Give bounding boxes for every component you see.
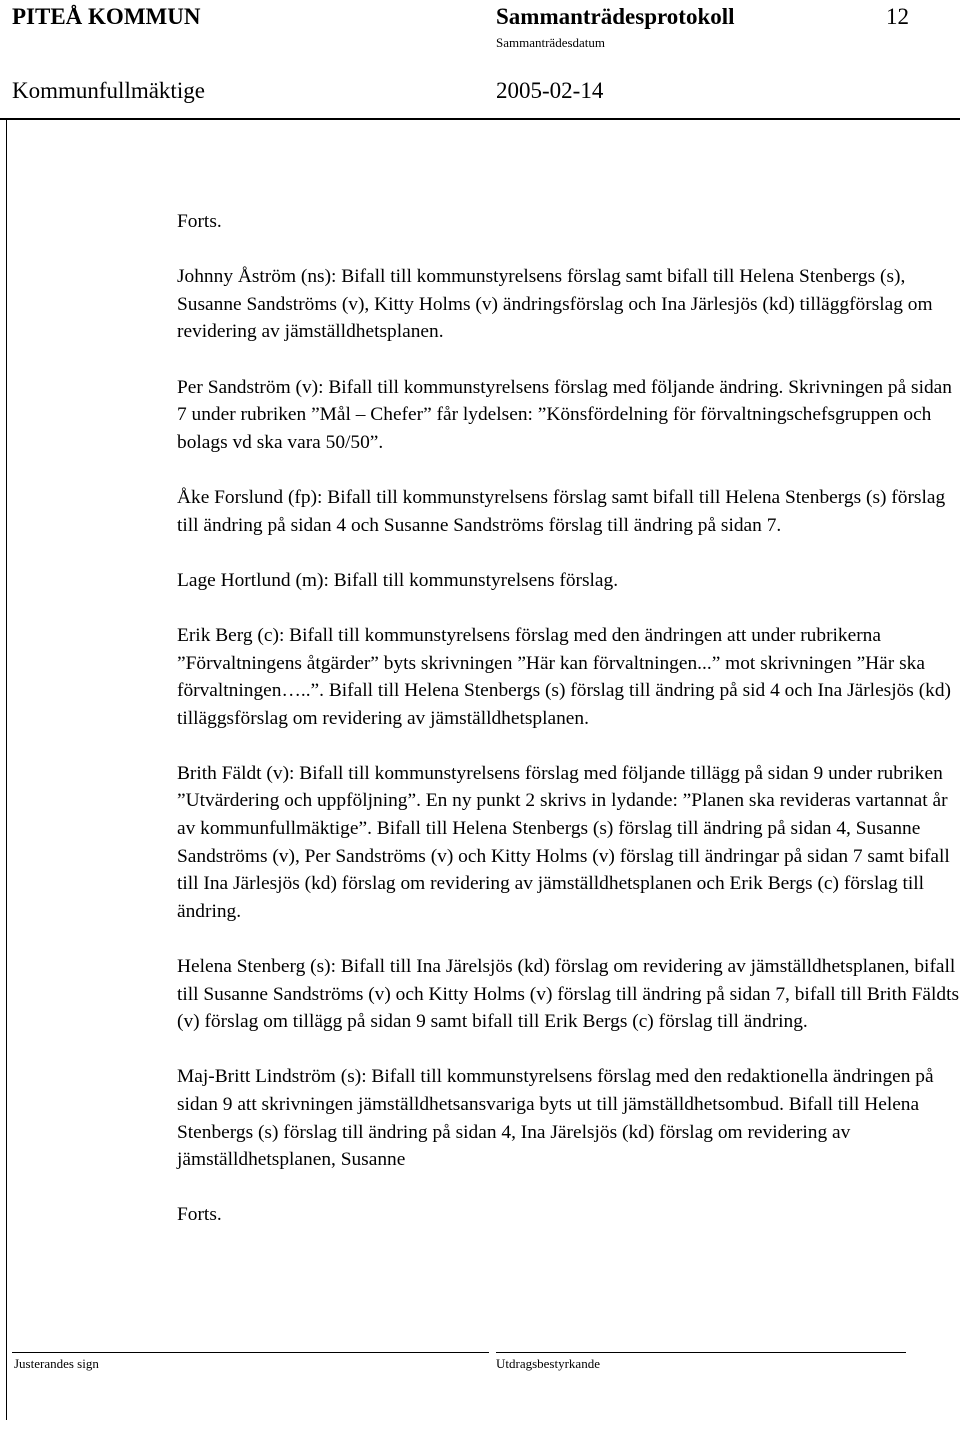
footer-rule-right xyxy=(496,1352,906,1353)
meeting-date: 2005-02-14 xyxy=(496,78,604,103)
header-title: Sammanträdesprotokoll xyxy=(496,4,735,29)
header-organization: PITEÅ KOMMUN xyxy=(12,4,201,29)
paragraph: Lage Hortlund (m): Bifall till kommunstyrelsens förslag. xyxy=(177,569,619,591)
body-name: Kommunfullmäktige xyxy=(12,78,205,103)
page-number: 12 xyxy=(886,4,909,29)
paragraph: Helena Stenberg (s): Bifall till Ina Järelsjös (kd) förslag om revidering av jämställdhetsplanen, bifall till Susanne Sandströms (v) och Kitty Holms (v) förslag till ändring på sidan 7, bifall till Brith Fäldts (v) förslag om tillägg på sidan 9 samt bifall till Erik Bergs (c) förslag till ändring. xyxy=(177,956,960,1033)
paragraph: Per Sandström (v): Bifall till kommunstyrelsens förslag med följande ändring. Skrivningen på sidan 7 under rubriken ”Mål – Chefer” får lydelsen: ”Könsfördelning för förvaltningschefsgruppen och bolags vd ska vara 50/50”. xyxy=(177,376,952,453)
paragraph: Åke Forslund (fp): Bifall till kommunstyrelsens förslag samt bifall till Helena Stenbergs (s) förslag till ändring på sidan 4 och Susanne Sandströms förslag till ändring på sidan 7. xyxy=(177,486,946,536)
header-rule xyxy=(0,118,960,120)
left-margin-rule xyxy=(6,120,7,1420)
date-label: Sammanträdesdatum xyxy=(496,35,606,50)
footer-rule-left xyxy=(12,1352,489,1353)
footer-sign-label: Justerandes sign xyxy=(14,1356,99,1371)
footer-certify-label: Utdragsbestyrkande xyxy=(496,1356,600,1371)
paragraph: Erik Berg (c): Bifall till kommunstyrelsens förslag med den ändringen att under rubrikerna ”Förvaltningens åtgärder” byts skrivningen ”Här kan förvaltningen...” mot skrivningen ”Här ska förvaltningen…..”. Bifall till Helena Stenbergs (s) förslag till ändring på sid 4 och Ina Järlesjös (kd) tilläggsförslag om revidering av jämställdhetsplanen. xyxy=(177,624,952,729)
paragraph: Maj-Britt Lindström (s): Bifall till kommunstyrelsens förslag med den redaktionella ändringen på sidan 9 att skrivningen jämställdhetsansvariga byts ut till jämställdhetsombud. Bifall till Helena Stenbergs (s) förslag till ändring på sidan 4, Ina Järelsjös (kd) förslag om revidering av jämställdhetsplanen, Susanne xyxy=(177,1066,934,1171)
continued-bottom: Forts. xyxy=(177,1204,222,1226)
paragraph: Johnny Åström (ns): Bifall till kommunstyrelsens förslag samt bifall till Helena Stenbergs (s), Susanne Sandströms (v), Kitty Holms (v) ändringsförslag och Ina Järlesjös (kd) tilläggförslag om revidering av jämställdhetsplanen. xyxy=(177,266,933,343)
paragraph: Brith Fäldt (v): Bifall till kommunstyrelsens förslag med följande tillägg på sidan 9 under rubriken ”Utvärdering och uppföljning”. En ny punkt 2 skrivs in lydande: ”Planen ska revideras vartannat år av kommunfullmäktige”. Bifall till Helena Stenbergs (s) förslag till ändring på sidan 4, Susanne Sandströms (v), Per Sandströms (v) och Kitty Holms (v) förslag till ändringar på sidan 7 samt bifall till Ina Järlesjös (kd) förslag om revidering av jämställdhetsplanen och Erik Bergs (c) förslag till ändring. xyxy=(177,762,950,922)
document-body xyxy=(177,208,960,1229)
continued-top: Forts. xyxy=(177,211,222,232)
